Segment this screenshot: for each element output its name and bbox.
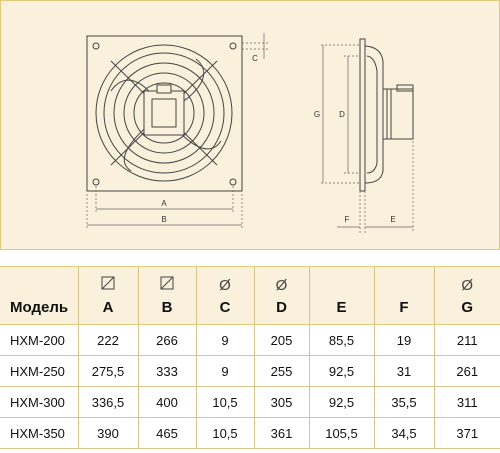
label-a: A	[161, 199, 167, 208]
cell-a: 275,5	[78, 356, 138, 387]
mount-hole-tl	[93, 43, 99, 49]
dimensions-table-container	[0, 266, 500, 453]
cell-c: 9	[196, 356, 254, 387]
cell-a: 390	[78, 418, 138, 449]
diameter-icon: Ø	[219, 277, 231, 294]
diameter-icon: Ø	[461, 277, 474, 294]
cell-e: 105,5	[309, 418, 374, 449]
front-view	[87, 36, 242, 191]
table-row	[0, 418, 500, 449]
cell-d: 361	[254, 418, 309, 449]
cell-f: 31	[374, 356, 434, 387]
cell-a: 336,5	[78, 387, 138, 418]
header-col-f: F	[374, 267, 434, 325]
side-motor-cap	[397, 85, 413, 91]
cell-model: HXM-350	[0, 418, 78, 449]
cell-model: HXM-250	[0, 356, 78, 387]
motor-hub	[144, 91, 184, 135]
cell-d: 305	[254, 387, 309, 418]
header-col-c: Ø C	[196, 267, 254, 325]
cell-a: 222	[78, 325, 138, 356]
cell-b: 400	[138, 387, 196, 418]
diameter-icon: Ø	[275, 277, 288, 294]
square-diagonal-icon	[139, 276, 196, 295]
motor-terminal-box	[157, 85, 171, 93]
label-e: E	[390, 215, 396, 224]
label-d: D	[339, 110, 345, 119]
cell-e: 85,5	[309, 325, 374, 356]
cell-e: 92,5	[309, 387, 374, 418]
side-plate	[360, 39, 365, 191]
cell-g: 311	[456, 394, 478, 410]
cell-e: 92,5	[309, 356, 374, 387]
label-g: G	[313, 110, 321, 119]
side-ring	[365, 46, 383, 183]
cell-g: 211	[456, 332, 478, 348]
cell-b: 333	[138, 356, 196, 387]
cell-f: 35,5	[374, 387, 434, 418]
table-row	[0, 356, 500, 387]
cell-d: 255	[254, 356, 309, 387]
cell-model: HXM-300	[0, 387, 78, 418]
label-b: B	[161, 215, 167, 224]
cell-g: 371	[456, 425, 479, 441]
cell-b: 465	[138, 418, 196, 449]
cell-g: 261	[456, 363, 479, 379]
table-row	[0, 387, 500, 418]
mount-hole-tr	[230, 43, 236, 49]
cell-f: 19	[374, 325, 434, 356]
table-header-row	[0, 267, 500, 325]
header-col-a: A	[78, 267, 138, 325]
header-col-g: Ø G	[434, 267, 500, 325]
cell-f: 34,5	[374, 418, 434, 449]
mount-hole-bl	[93, 179, 99, 185]
mount-hole-br	[230, 179, 236, 185]
cell-c: 9	[196, 325, 254, 356]
header-col-d: Ø D	[254, 267, 309, 325]
cell-d: 205	[254, 325, 309, 356]
side-view	[360, 39, 413, 191]
square-diagonal-icon	[79, 276, 138, 295]
dimensions-table	[0, 266, 500, 449]
header-model: Модель	[0, 267, 78, 325]
label-c: C	[252, 54, 258, 63]
cell-c: 10,5	[196, 387, 254, 418]
cell-model: HXM-200	[0, 325, 78, 356]
header-col-b: B	[138, 267, 196, 325]
header-col-e: E	[309, 267, 374, 325]
cell-c: 10,5	[196, 418, 254, 449]
side-guard	[367, 56, 377, 173]
fan-drawing-svg	[1, 1, 500, 251]
label-f: F	[344, 215, 350, 224]
cell-b: 266	[138, 325, 196, 356]
table-row	[0, 325, 500, 356]
